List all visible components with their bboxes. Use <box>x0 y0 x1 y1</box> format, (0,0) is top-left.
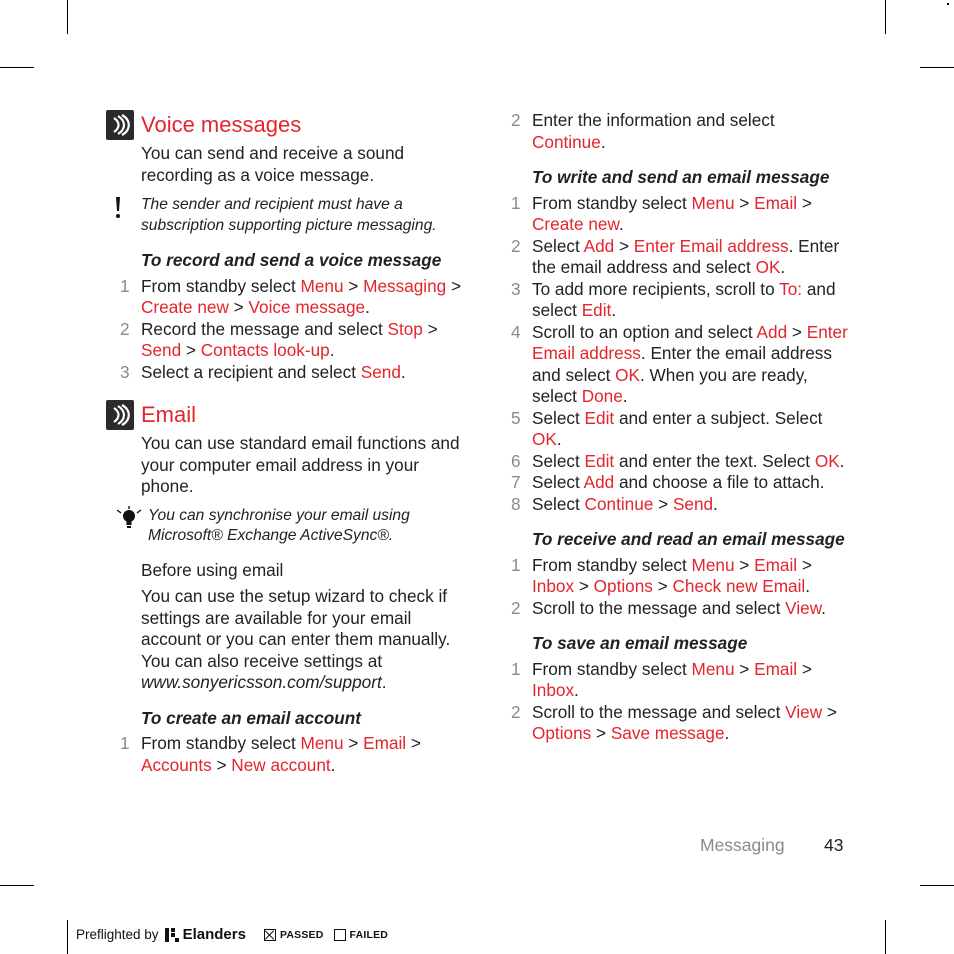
crop-mark <box>885 0 886 34</box>
menu-link: Menu <box>691 554 735 575</box>
create-new-link: Create new <box>532 214 619 234</box>
step-number: 4 <box>511 321 521 342</box>
check-new-email-link: Check new Email <box>672 576 806 596</box>
menu-link: Menu <box>691 658 735 679</box>
list-item <box>497 408 849 451</box>
list-item <box>497 451 849 473</box>
step-number: 6 <box>511 450 521 471</box>
before-using-email-text <box>141 586 468 694</box>
step-text: and enter a subject. Select <box>614 407 823 428</box>
punctuation: . <box>821 597 826 618</box>
write-email-steps <box>497 193 849 516</box>
step-text: and enter the text. Select <box>614 450 815 471</box>
crop-mark <box>0 67 34 68</box>
separator: > <box>343 275 364 296</box>
step-text: . Enter the email address and select <box>532 343 832 385</box>
step-number: 7 <box>511 472 521 492</box>
step-number: 1 <box>120 733 130 753</box>
tip-text: You can synchronise your email using Microsoft® Exchange ActiveSync®. <box>148 506 410 544</box>
separator: > <box>797 554 812 575</box>
punctuation: . <box>400 361 406 382</box>
separator: > <box>653 493 673 514</box>
paragraph-text: You can use the setup wizard to check if settings are available for your email account or you can enter them manually. You can also receive settings at <box>141 586 451 671</box>
email-link: Email <box>363 733 407 753</box>
punctuation: . <box>622 386 628 406</box>
list-item <box>497 555 849 598</box>
list-item <box>106 362 468 384</box>
elanders-logo <box>165 926 246 943</box>
list-item <box>497 279 849 322</box>
save-email-heading: To save an email message <box>532 633 748 653</box>
separator: > <box>734 192 755 213</box>
write-email-heading: To write and send an email message <box>532 167 830 187</box>
step-number: 1 <box>120 275 130 296</box>
step-number: 3 <box>511 278 521 299</box>
ok-link: OK <box>755 257 781 277</box>
enter-email-address-link: Enter Email address <box>633 235 789 256</box>
enter-email-address-link: Enter Email address <box>532 321 848 363</box>
failed-label: FAILED <box>349 928 389 941</box>
edit-link: Edit <box>584 450 615 471</box>
punctuation: . <box>381 672 387 692</box>
separator: > <box>734 658 755 679</box>
punctuation: . <box>805 576 811 596</box>
list-item <box>497 494 849 516</box>
right-column <box>497 110 849 745</box>
step-number: 2 <box>511 701 521 722</box>
step-text: Scroll to an option and select <box>532 321 757 342</box>
menu-link: Menu <box>691 192 735 213</box>
preflight-label: Preflighted by <box>76 927 159 942</box>
ok-link: OK <box>532 429 557 449</box>
view-link: View <box>785 597 822 618</box>
punctuation: . <box>600 131 606 152</box>
footer-section-name: Messaging <box>700 835 785 855</box>
punctuation: . <box>574 680 579 700</box>
list-item <box>497 193 849 236</box>
crop-dot <box>947 3 949 5</box>
step-text: From standby select <box>141 733 301 753</box>
email-link: Email <box>754 192 798 213</box>
step-number: 1 <box>511 658 521 679</box>
done-link: Done <box>581 386 623 406</box>
messaging-link: Messaging <box>363 275 447 296</box>
menu-link: Menu <box>300 275 344 296</box>
passed-checkbox <box>264 929 276 941</box>
step-text: and select <box>532 278 836 320</box>
add-link: Add <box>583 472 615 492</box>
step-text: and choose a file to attach. <box>614 472 825 492</box>
new-account-link: New account <box>231 754 331 775</box>
separator: > <box>406 733 421 753</box>
punctuation: . <box>839 450 845 471</box>
step-text: Select <box>532 493 585 514</box>
crop-mark <box>885 920 886 954</box>
edit-link: Edit <box>584 407 615 428</box>
separator: > <box>734 554 755 575</box>
send-link: Send <box>141 340 182 360</box>
step-text: To add more recipients, scroll to <box>532 278 780 299</box>
email-link: Email <box>754 554 798 575</box>
edit-link: Edit <box>581 300 612 320</box>
menu-link: Menu <box>300 733 344 753</box>
left-column <box>106 110 468 776</box>
section-title: Voice messages <box>141 112 302 137</box>
step-number: 8 <box>511 493 521 514</box>
email-link: Email <box>754 658 798 679</box>
step-text: From standby select <box>532 192 692 213</box>
list-item <box>497 322 849 408</box>
add-link: Add <box>583 235 615 256</box>
save-message-link: Save message <box>610 723 725 743</box>
crop-mark <box>0 885 34 886</box>
list-item <box>106 276 468 319</box>
list-item <box>497 236 849 279</box>
separator: > <box>787 321 807 342</box>
step-text: Record the message and select <box>141 318 388 339</box>
step-number: 2 <box>120 318 130 339</box>
separator: > <box>797 658 812 679</box>
punctuation: . <box>556 429 562 449</box>
to-field-link: To: <box>779 278 803 299</box>
send-link: Send <box>672 493 714 514</box>
stop-link: Stop <box>387 318 423 339</box>
create-account-steps-continued <box>497 110 849 153</box>
sound-waves-icon <box>106 110 134 140</box>
step-text: Select a recipient and select <box>141 361 361 382</box>
voice-messages-heading <box>106 110 468 140</box>
step-text: Select <box>532 450 585 471</box>
page-number: 43 <box>824 835 844 855</box>
view-link: View <box>785 701 823 722</box>
before-using-email-heading: Before using email <box>141 559 284 580</box>
list-item <box>497 702 849 745</box>
passed-label: PASSED <box>279 928 324 941</box>
separator: > <box>591 723 611 743</box>
crop-mark <box>920 885 954 886</box>
punctuation: . <box>365 297 370 317</box>
options-link: Options <box>593 576 653 596</box>
continue-link: Continue <box>532 131 601 152</box>
note-text: The sender and recipient must have a subscription supporting picture messaging. <box>141 196 437 234</box>
separator: > <box>422 318 438 339</box>
step-text: Scroll to the message and select <box>532 597 786 618</box>
step-number: 2 <box>511 235 521 256</box>
step-text: Scroll to the message and select <box>532 701 786 722</box>
list-item <box>106 733 468 776</box>
lightbulb-icon <box>116 506 142 536</box>
exclamation-icon <box>114 197 122 226</box>
brand-name: Elanders <box>182 926 246 943</box>
create-account-heading: To create an email account <box>141 707 362 728</box>
list-item <box>106 319 468 362</box>
punctuation: . <box>713 493 718 514</box>
separator: > <box>797 192 812 213</box>
inbox-link: Inbox <box>532 576 575 596</box>
crop-mark <box>67 0 68 34</box>
create-new-link: Create new <box>141 297 229 317</box>
email-heading <box>106 400 468 430</box>
step-number: 1 <box>511 192 521 213</box>
receive-email-steps <box>497 555 849 620</box>
crop-mark <box>67 920 68 954</box>
add-link: Add <box>756 321 788 342</box>
punctuation: . <box>611 300 617 320</box>
separator: > <box>343 733 364 753</box>
separator: > <box>614 235 634 256</box>
step-number: 2 <box>511 110 521 130</box>
voice-message-link: Voice message <box>248 297 366 317</box>
sound-waves-icon <box>106 400 134 430</box>
list-item <box>497 472 849 494</box>
options-link: Options <box>532 723 592 743</box>
record-heading: To record and send a voice message <box>141 250 442 270</box>
step-text: . When you are ready, select <box>532 364 808 406</box>
voice-note <box>106 195 468 236</box>
email-intro: You can use standard email functions and your computer email address in your phone. <box>141 433 460 496</box>
create-account-steps <box>106 733 468 776</box>
step-text: . Enter the email address and select <box>532 235 840 277</box>
step-text: Select <box>532 235 584 256</box>
ok-link: OK <box>814 450 840 471</box>
send-link: Send <box>360 361 401 382</box>
punctuation: . <box>330 754 336 775</box>
step-number: 5 <box>511 407 521 428</box>
step-text: Enter the information and select <box>532 110 775 130</box>
step-number: 3 <box>120 361 130 382</box>
step-text: From standby select <box>532 658 692 679</box>
contacts-lookup-link: Contacts look-up <box>200 340 330 360</box>
step-text: Select <box>532 407 585 428</box>
voice-intro: You can send and receive a sound recording as a voice message. <box>141 143 405 185</box>
step-number: 2 <box>511 597 521 618</box>
punctuation: . <box>618 214 624 234</box>
email-tip <box>106 506 468 546</box>
continue-link: Continue <box>584 493 654 514</box>
separator: > <box>211 754 232 775</box>
preflight-stamp <box>76 926 398 943</box>
list-item <box>497 659 849 702</box>
list-item <box>497 110 849 153</box>
punctuation: . <box>780 257 786 277</box>
separator: > <box>181 340 201 360</box>
support-url: www.sonyericsson.com/support <box>141 672 382 692</box>
separator: > <box>228 297 249 317</box>
separator: > <box>574 576 594 596</box>
step-text: From standby select <box>532 554 692 575</box>
accounts-link: Accounts <box>141 754 212 775</box>
failed-checkbox <box>334 929 346 941</box>
step-text: Select <box>532 472 584 492</box>
separator: > <box>822 701 837 722</box>
separator: > <box>652 576 673 596</box>
save-email-steps <box>497 659 849 745</box>
elanders-mark-icon <box>165 928 179 942</box>
receive-email-heading: To receive and read an email message <box>532 529 845 549</box>
punctuation: . <box>329 340 335 360</box>
ok-link: OK <box>615 364 640 385</box>
crop-mark <box>920 67 954 68</box>
punctuation: . <box>724 723 730 743</box>
section-title: Email <box>141 402 197 427</box>
inbox-link: Inbox <box>532 680 575 700</box>
separator: > <box>446 275 462 296</box>
record-steps <box>106 276 468 384</box>
step-number: 1 <box>511 554 521 575</box>
step-text: From standby select <box>141 275 301 296</box>
list-item <box>497 598 849 620</box>
